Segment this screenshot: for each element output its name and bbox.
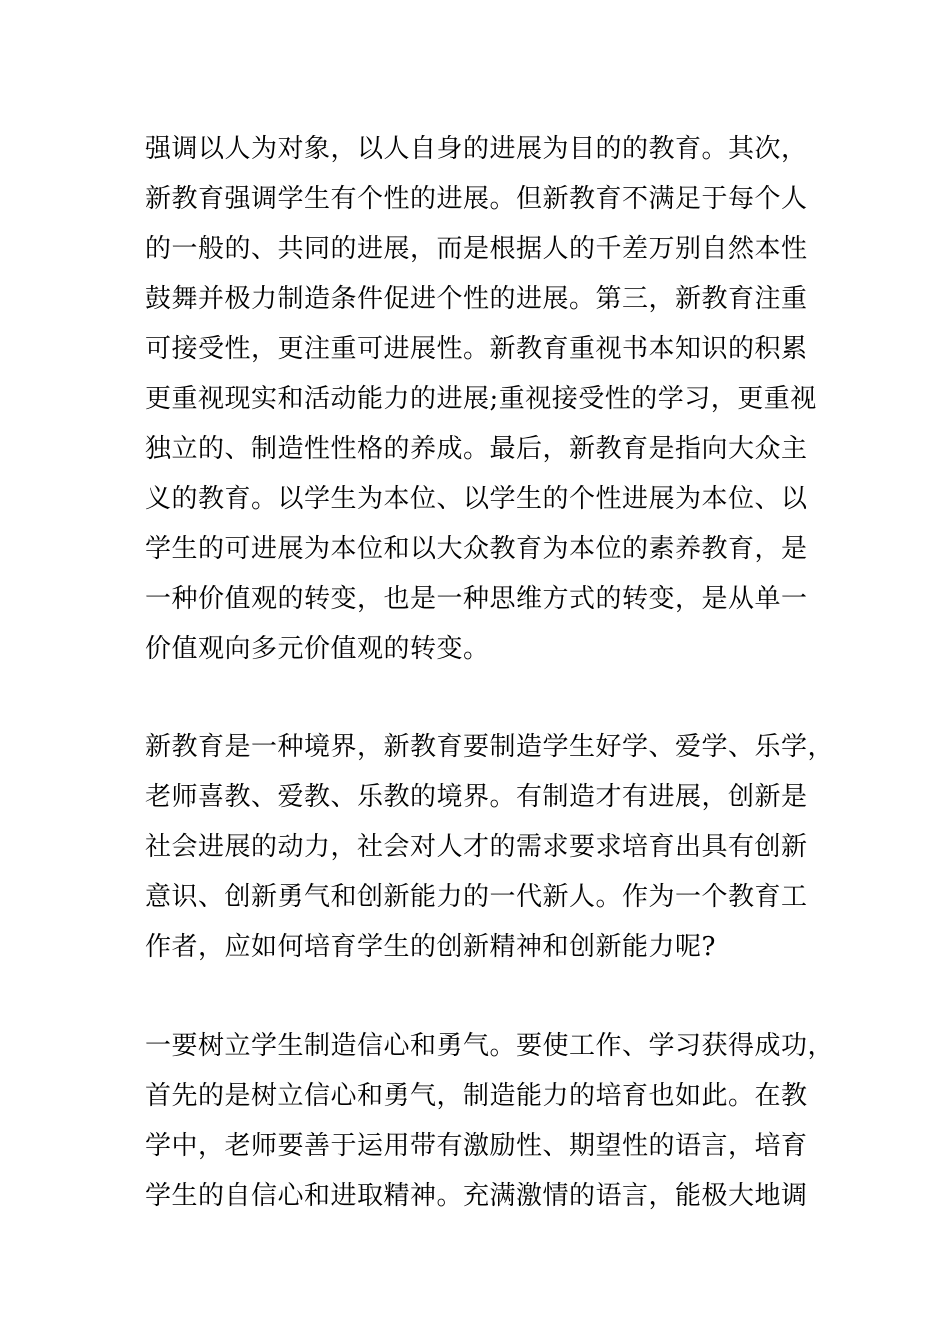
- text-line: 价值观向多元价值观的转变。: [145, 634, 490, 664]
- text-line: 社会进展的动力，社会对人才的需求要求培育出具有创新: [145, 832, 808, 862]
- text-line: 学生的可进展为本位和以大众教育为本位的素养教育，是: [145, 534, 808, 564]
- text-line: 意识、创新勇气和创新能力的一代新人。作为一个教育工: [145, 882, 808, 912]
- text-line: 新教育强调学生有个性的进展。但新教育不满足于每个人: [145, 184, 808, 214]
- text-line: 学生的自信心和进取精神。充满激情的语言，能极大地调: [145, 1181, 808, 1211]
- text-line: 老师喜教、爱教、乐教的境界。有制造才有进展，创新是: [145, 782, 808, 812]
- text-line: 更重视现实和活动能力的进展;重视接受性的学习，更重视: [145, 384, 817, 414]
- text-line: 一种价值观的转变，也是一种思维方式的转变，是从单一: [145, 584, 808, 614]
- text-line: 独立的、制造性性格的养成。最后，新教育是指向大众主: [145, 434, 808, 464]
- text-line: 首先的是树立信心和勇气，制造能力的培育也如此。在教: [145, 1081, 808, 1111]
- text-line: 的一般的、共同的进展，而是根据人的千差万别自然本性: [145, 234, 808, 264]
- text-line: 可接受性，更注重可进展性。新教育重视书本知识的积累: [145, 334, 808, 364]
- paragraph-1: [145, 124, 845, 674]
- text-line: 作者，应如何培育学生的创新精神和创新能力呢?: [145, 932, 716, 962]
- text-line: 一要树立学生制造信心和勇气。要使工作、学习获得成功，: [145, 1031, 835, 1061]
- text-line: 新教育是一种境界，新教育要制造学生好学、爱学、乐学，: [145, 732, 835, 762]
- text-line: 义的教育。以学生为本位、以学生的个性进展为本位、以: [145, 484, 808, 514]
- paragraph-3: [145, 1021, 845, 1221]
- text-line: 强调以人为对象，以人自身的进展为目的的教育。其次，: [145, 134, 808, 164]
- paragraph-2: [145, 722, 845, 972]
- text-line: 学中，老师要善于运用带有激励性、期望性的语言，培育: [145, 1131, 808, 1161]
- text-line: 鼓舞并极力制造条件促进个性的进展。第三，新教育注重: [145, 284, 808, 314]
